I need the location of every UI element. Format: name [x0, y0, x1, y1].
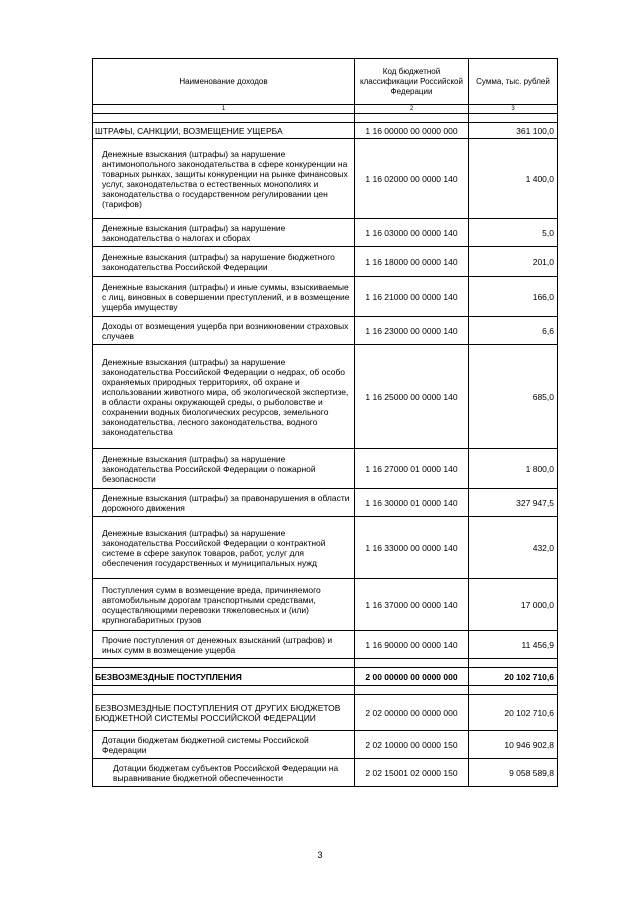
row-amount: 166,0 [469, 277, 558, 317]
table-row [93, 631, 558, 659]
table-row [93, 345, 558, 449]
row-amount: 201,0 [469, 247, 558, 277]
row-name: Прочие поступления от денежных взысканий (штрафов) и иных сумм в возмещение ущерба [93, 631, 355, 659]
row-amount: 432,0 [469, 517, 558, 579]
table-row [93, 219, 558, 247]
table-row [93, 759, 558, 787]
row-amount: 1 400,0 [469, 139, 558, 219]
row-amount: 6,6 [469, 317, 558, 345]
row-name: Денежные взыскания (штрафы) за нарушение законодательства Российской Федерации о пожарной безопасности [93, 449, 355, 489]
revenue-table [92, 58, 558, 787]
row-amount: 11 456,9 [469, 631, 558, 659]
row-name: Дотации бюджетам субъектов Российской Федерации на выравнивание бюджетной обеспеченности [93, 759, 355, 787]
row-code: 1 16 23000 00 0000 140 [355, 317, 469, 345]
row-name: Дотации бюджетам бюджетной системы Российской Федерации [93, 731, 355, 759]
row-code: 1 16 18000 00 0000 140 [355, 247, 469, 277]
row-amount: 327 947,5 [469, 489, 558, 517]
table-row [93, 579, 558, 631]
row-amount: 1 800,0 [469, 449, 558, 489]
header-income-name: Наименование доходов [93, 59, 355, 105]
table-row-total [93, 668, 558, 686]
column-number-1: 1 [93, 105, 355, 114]
row-code: 2 02 10000 00 0000 150 [355, 731, 469, 759]
header-sum: Сумма, тыс. рублей [469, 59, 558, 105]
spacer-row [93, 114, 558, 123]
row-code: 1 16 25000 00 0000 140 [355, 345, 469, 449]
row-code: 1 16 30000 01 0000 140 [355, 489, 469, 517]
row-code: 2 02 00000 00 0000 000 [355, 695, 469, 731]
table-row [93, 317, 558, 345]
row-amount: 685,0 [469, 345, 558, 449]
table-row [93, 695, 558, 731]
row-code: 1 16 90000 00 0000 140 [355, 631, 469, 659]
table-row [93, 517, 558, 579]
table-row [93, 139, 558, 219]
row-name: Денежные взыскания (штрафы) за нарушение законодательства о налогах и сборах [93, 219, 355, 247]
row-name: Денежные взыскания (штрафы) за нарушение законодательства Российской Федерации о недрах, об особо охраняемых природных территориях, об охране и использовании животного мира, об экологической экспертизе, в области охраны окружающей среды, о рыболовстве и сохранении водных биологических ресурсов, земельного законодательства, лесного законодательства, водного законодательства [93, 345, 355, 449]
table-row [93, 489, 558, 517]
row-name: ШТРАФЫ, САНКЦИИ, ВОЗМЕЩЕНИЕ УЩЕРБА [93, 123, 355, 139]
table-row [93, 277, 558, 317]
row-name: Денежные взыскания (штрафы) за нарушение законодательства Российской Федерации о контрактной системе в сфере закупок товаров, работ, услуг для обеспечения государственных и муниципальных нужд [93, 517, 355, 579]
row-amount: 361 100,0 [469, 123, 558, 139]
row-code: 2 02 15001 02 0000 150 [355, 759, 469, 787]
row-code: 1 16 27000 01 0000 140 [355, 449, 469, 489]
row-code: 1 16 33000 00 0000 140 [355, 517, 469, 579]
row-amount: 17 000,0 [469, 579, 558, 631]
row-name: Поступления сумм в возмещение вреда, причиняемого автомобильным дорогам транспортными средствами, осуществляющими перевозки тяжеловесных и (или) крупногабаритных грузов [93, 579, 355, 631]
table-header-row [93, 59, 558, 105]
row-name: БЕЗВОЗМЕЗДНЫЕ ПОСТУПЛЕНИЯ [93, 668, 355, 686]
column-number-3: 3 [469, 105, 558, 114]
column-number-row [93, 105, 558, 114]
header-budget-code: Код бюджетной классификации Российской Федерации [355, 59, 469, 105]
row-name: Денежные взыскания (штрафы) за правонарушения в области дорожного движения [93, 489, 355, 517]
row-code: 2 00 00000 00 0000 000 [355, 668, 469, 686]
row-code: 1 16 37000 00 0000 140 [355, 579, 469, 631]
row-name: БЕЗВОЗМЕЗДНЫЕ ПОСТУПЛЕНИЯ ОТ ДРУГИХ БЮДЖЕТОВ БЮДЖЕТНОЙ СИСТЕМЫ РОССИЙСКОЙ ФЕДЕРАЦИИ [93, 695, 355, 731]
page-number: 3 [317, 850, 323, 860]
spacer-row [93, 659, 558, 668]
table-row [93, 247, 558, 277]
table-row [93, 731, 558, 759]
table-row [93, 449, 558, 489]
column-number-2: 2 [355, 105, 469, 114]
row-amount: 20 102 710,6 [469, 695, 558, 731]
row-name: Доходы от возмещения ущерба при возникновении страховых случаев [93, 317, 355, 345]
row-code: 1 16 02000 00 0000 140 [355, 139, 469, 219]
row-amount: 5,0 [469, 219, 558, 247]
row-name: Денежные взыскания (штрафы) за нарушение бюджетного законодательства Российской Федерации [93, 247, 355, 277]
row-code: 1 16 00000 00 0000 000 [355, 123, 469, 139]
row-amount: 10 946 902,8 [469, 731, 558, 759]
row-name: Денежные взыскания (штрафы) за нарушение антимонопольного законодательства в сфере конкуренции на товарных рынках, защиты конкуренции на рынке финансовых услуг, законодательства о естественных монополиях и законодательства о государственном регулировании цен (тарифов) [93, 139, 355, 219]
row-amount: 20 102 710,6 [469, 668, 558, 686]
row-name: Денежные взыскания (штрафы) и иные суммы, взыскиваемые с лиц, виновных в совершении преступлений, и в возмещение ущерба имуществу [93, 277, 355, 317]
row-amount: 9 058 589,8 [469, 759, 558, 787]
table-row [93, 123, 558, 139]
spacer-row [93, 686, 558, 695]
row-code: 1 16 03000 00 0000 140 [355, 219, 469, 247]
row-code: 1 16 21000 00 0000 140 [355, 277, 469, 317]
budget-table-sheet [92, 58, 557, 787]
